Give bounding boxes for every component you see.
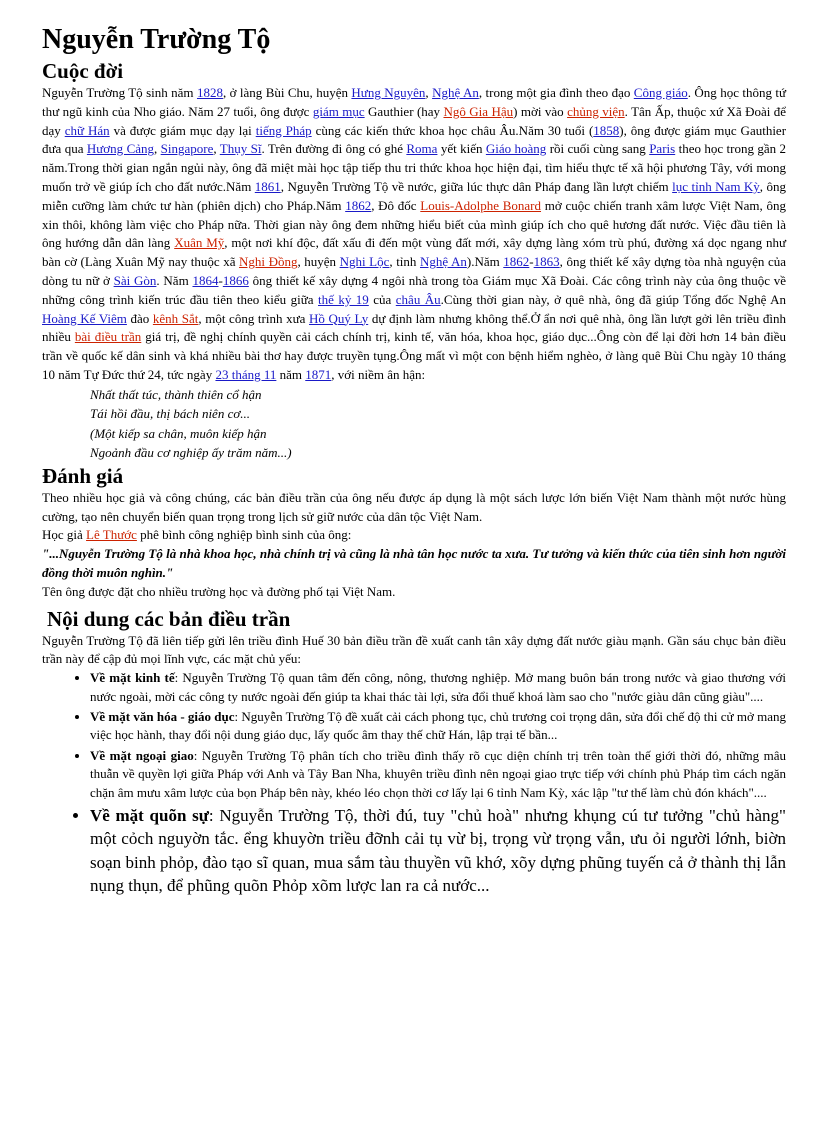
item-text: : Nguyễn Trường Tộ, thời đú, tuy "chủ hoà" nhưng khụng cú tư tưởng "chủ hàng" một cỏch nguyờn tắc. ểng khuyờn triều đỡnh cải tụ vừ bị, trọng vừ trọng vẫn, ưu ỏi người lớnh, biờn soạn binh phỏp, đào tạo sĩ quan, mua sắm tàu thuyền vũ khớ, xõy dựng phũng tuyến cả ở thành thị lẫn nụng thụn, để phũng quõn Phỏp xõm lược lan ra cả nước... bbox=[90, 805, 786, 896]
content-intro: Nguyễn Trường Tộ đã liên tiếp gửi lên triều đình Huế 30 bản điều trần đề xuất canh tân xây dựng đất nước giàu mạnh. Gần sáu chục bản điều trần này để cập đủ mọi lĩnh vực, các mặt chủ yếu: bbox=[42, 632, 786, 667]
link-year-1828[interactable]: 1828 bbox=[196, 85, 223, 100]
poem-line: Nhất thất túc, thành thiên cổ hận bbox=[90, 386, 262, 402]
text: . Tân Ấp, thuộc xứ Xã Đoài để dạy bbox=[42, 103, 787, 138]
item-label: Về mặt kinh tế bbox=[90, 670, 175, 686]
text: , ông miễn cưỡng làm chức tư hàn (phiên dịch) cho Pháp.Năm bbox=[42, 178, 787, 213]
page-title: Nguyễn Trường Tộ bbox=[42, 24, 271, 55]
link-chung-vien[interactable]: chủng viện bbox=[567, 103, 625, 119]
assessment-quote: "...Nguyễn Trường Tộ là nhà khoa học, nhà chính trị và cũng là nhà tân học nước ta xưa. Tư tưởng và kiến thức của tiên sinh hơn người đồng thời muôn nghìn." bbox=[42, 546, 786, 580]
text: , ông thiết kế xây dựng tòa nhà nguyện của dòng tu nữ ở bbox=[42, 254, 787, 288]
poem-line: (Một kiếp sa chân, muôn kiếp hận bbox=[90, 425, 267, 441]
document-page bbox=[42, 22, 786, 900]
link-singapore[interactable]: Singapore bbox=[160, 141, 214, 157]
text: mở cuộc chiến tranh xâm lược Việt Nam, ông xin thôi, không làm việc cho Pháp nữa. Thời gian này ông đem những hiểu biết của mình giúp ích cho quê hương đất nước. Việc đầu tiên là ông hướng dẫn dân làng bbox=[42, 197, 787, 251]
text: , bbox=[154, 141, 158, 157]
link-year-1866[interactable]: 1866 bbox=[222, 272, 249, 288]
link-paris[interactable]: Paris bbox=[649, 141, 676, 157]
link-year-1861[interactable]: 1861 bbox=[254, 178, 281, 194]
item-label: Về mặt quõn sự bbox=[90, 805, 209, 825]
link-thuy-si[interactable]: Thụy Sĩ bbox=[219, 141, 262, 157]
text: ông thiết kế xây dựng 4 ngôi nhà trong tòa Giám mục Xã Đoài. Các công trình này của ông thuộc về những công trình kiến trúc đầu tiên theo kiểu giữa bbox=[42, 272, 787, 307]
text: của bbox=[373, 291, 392, 307]
item-text: : Nguyễn Trường Tộ phân tích cho triều đình thấy rõ cục diện chính trị trên toàn thế giới thời đó, những mâu thuẫn về quyền lợi giữa Pháp với Anh và Tây Ban Nha, khuyên triều đình nên ngoại giao trực tiếp với chính phủ Pháp tìm cách ngăn chặn âm mưu xâm lược của bọn Pháp bên này, khéo léo chọn thời cơ lấy lại 6 tỉnh Nam Kỳ, xác lập "tư thế làm chủ đón khách".... bbox=[90, 747, 787, 800]
text: , bbox=[213, 141, 217, 157]
item-label: Về mặt ngoại giao bbox=[90, 747, 194, 763]
poem-line: Ngoảnh đầu cơ nghiệp ấy trăm năm...) bbox=[90, 445, 292, 461]
text: , trong một gia đình theo đạo bbox=[478, 85, 631, 100]
assessment-scholar-line bbox=[42, 526, 786, 545]
life-paragraph bbox=[42, 84, 786, 385]
poem-line: Tái hồi đầu, thị bách niên cơ... bbox=[90, 406, 251, 422]
item-label: Về mặt văn hóa - giáo dục bbox=[90, 708, 235, 724]
text: giá trị, đề nghị chính quyền cải cách chính trị, kinh tế, văn hóa, khoa học, giáo dục...Ông còn để lại đời hơn 14 bản điều trần về quốc kế dân sinh và khá nhiều bài thơ hay được truyền tụng.Ông mất vì một con bệnh hiểm nghèo, ở làng quê Bùi Chu ngày 10 tháng 10 năm Tự Đức thứ 24, tức ngày bbox=[42, 329, 786, 382]
text: . Năm bbox=[156, 272, 189, 288]
text: , một công trình xưa bbox=[198, 310, 306, 326]
text: .Cùng thời gian này, ở quê nhà, ông đã giúp Tổng đốc Nghệ An bbox=[440, 291, 787, 307]
link-the-ky-19[interactable]: thế kỷ 19 bbox=[318, 291, 369, 307]
assessment-naming: Tên ông được đặt cho nhiều trường học và đường phố tại Việt Nam. bbox=[42, 583, 396, 599]
section-heading-assessment: Đánh giá bbox=[42, 463, 124, 488]
text: đào bbox=[130, 310, 150, 326]
text: , một nơi khí độc, đất xấu đi đến một vùng đất mới, xây dựng làng xóm trù phú, đường xá dọc ngang như bàn cờ (Làng Xuân Mỹ nay thuộc xã bbox=[42, 235, 787, 270]
list-item-diplomacy bbox=[90, 747, 786, 802]
text: theo học trong gần 2 năm.Trong thời gian ngắn ngủi này, ông đã miệt mài học tập tiếp thu tri thức khoa học hiện đại, tìm hiểu thực tế xã hội phương Tây, với mong muốn trở về giúp ích cho đất nước.Năm bbox=[42, 141, 787, 194]
link-bai-dieu-tran[interactable]: bài điều trần bbox=[74, 329, 142, 345]
text: , Đô đốc bbox=[371, 197, 417, 213]
link-sai-gon[interactable]: Sài Gòn bbox=[113, 272, 157, 288]
text: Nguyễn Trường Tộ sinh năm bbox=[42, 85, 194, 100]
link-cong-giao[interactable]: Công giáo bbox=[633, 85, 688, 100]
link-23-thang-11[interactable]: 23 tháng 11 bbox=[215, 366, 277, 382]
link-chu-han[interactable]: chữ Hán bbox=[64, 122, 110, 138]
text: , bbox=[425, 85, 429, 100]
link-year-1858[interactable]: 1858 bbox=[593, 122, 620, 138]
text: ).Năm bbox=[466, 254, 500, 270]
text: - bbox=[218, 272, 223, 288]
text: rồi cuối cùng sang bbox=[549, 141, 646, 157]
item-text: : Nguyễn Trường Tộ đề xuất cải cách phong tục, chủ trương coi trọng dân, sửa đổi chế độ thi cử mở mang việc học hành, thay đổi nội dung giáo dục, lấy quốc âm thay thế chữ Hán, lập trại tế bần... bbox=[90, 708, 786, 743]
assessment-paragraph: Theo nhiều học giả và công chúng, các bản điều trần của ông nếu được áp dụng là một sách lược lớn biến Việt Nam thành một nước hùng cường, tạo nên chuyển biến quan trọng trong lịch sử giữ nước của dân tộc Việt Nam. bbox=[42, 489, 786, 524]
link-hoang-ke-viem[interactable]: Hoàng Kế Viêm bbox=[42, 310, 127, 326]
link-nghe-an-2[interactable]: Nghệ An bbox=[419, 254, 467, 270]
text: ), ông được giám mục Gauthier đưa qua bbox=[42, 122, 787, 157]
link-hung-nguyen[interactable]: Hưng Nguyên bbox=[351, 85, 426, 100]
section-heading-content: Nội dung các bản điều trần bbox=[47, 606, 291, 631]
content-list bbox=[42, 669, 786, 898]
link-roma[interactable]: Roma bbox=[406, 141, 438, 157]
text: , với niềm ân hận: bbox=[331, 366, 426, 382]
text: , tỉnh bbox=[389, 254, 417, 270]
text: yết kiến bbox=[440, 141, 483, 157]
text: ) mời vào bbox=[513, 103, 564, 119]
link-year-1864[interactable]: 1864 bbox=[192, 272, 219, 288]
list-item-military bbox=[90, 804, 786, 898]
text: , huyện bbox=[297, 254, 337, 270]
link-giam-muc[interactable]: giám mục bbox=[312, 103, 365, 119]
link-tieng-phap[interactable]: tiếng Pháp bbox=[255, 122, 312, 138]
list-item-economy bbox=[90, 669, 786, 706]
link-nghi-loc[interactable]: Nghi Lộc bbox=[339, 254, 390, 270]
text: cùng các kiến thức khoa học châu Âu.Năm 30 tuổi ( bbox=[315, 122, 594, 138]
text: . Trên đường đi ông có ghé bbox=[261, 141, 403, 157]
link-year-1871[interactable]: 1871 bbox=[305, 366, 332, 382]
link-ngo-gia-hau[interactable]: Ngô Gia Hậu bbox=[443, 103, 514, 119]
text: năm bbox=[279, 366, 302, 382]
text: và được giám mục dạy lại bbox=[113, 122, 252, 138]
text: , Nguyễn Trường Tộ về nước, giữa lúc thực dân Pháp đang lần lượt chiếm bbox=[280, 178, 669, 194]
section-heading-life: Cuộc đời bbox=[42, 59, 124, 83]
link-year-1862[interactable]: 1862 bbox=[345, 197, 372, 213]
link-huong-cang[interactable]: Hương Cảng bbox=[86, 141, 155, 157]
link-nghe-an[interactable]: Nghệ An bbox=[432, 85, 479, 100]
link-giao-hoang[interactable]: Giáo hoàng bbox=[485, 141, 547, 157]
poem bbox=[90, 385, 786, 463]
text: dự định làm nhưng không thể.Ở ẩn nơi quê nhà, ông lần lượt gởi lên triều đình nhiều bbox=[42, 310, 787, 345]
link-bonard[interactable]: Louis-Adolphe Bonard bbox=[420, 197, 542, 213]
link-luc-tinh-nam-ky[interactable]: lục tỉnh Nam Kỳ bbox=[672, 178, 760, 194]
link-le-thuoc[interactable]: Lê Thước bbox=[86, 527, 137, 543]
text: . Ông học thông tứ thư ngũ kinh của Nho giáo. Năm 27 tuổi, ông được bbox=[42, 85, 787, 119]
link-kenh-sat[interactable]: kênh Sắt bbox=[152, 310, 199, 326]
link-xuan-my[interactable]: Xuân Mỹ bbox=[174, 235, 225, 251]
link-year-1863[interactable]: 1863 bbox=[533, 254, 560, 270]
text: Gauthier (hay bbox=[368, 103, 441, 119]
text: phê bình công nghiệp bình sinh của ông: bbox=[140, 527, 352, 543]
link-nghi-dong[interactable]: Nghi Đồng bbox=[239, 254, 298, 270]
link-year-1862b[interactable]: 1862 bbox=[503, 254, 530, 270]
text: Học giả bbox=[42, 527, 83, 543]
text: , ở làng Bùi Chu, huyện bbox=[222, 85, 348, 100]
link-chau-au[interactable]: châu Âu bbox=[395, 291, 441, 307]
item-text: : Nguyễn Trường Tộ quan tâm đến công, nông, thương nghiệp. Mở mang buôn bán trong nước và giao thương với nước ngoài, mời các công ty nước ngoài đến giúp ta khai thác tài lợi, sửa đổi thuế khoá làm sao cho "nước giàu dân cũng giàu".... bbox=[90, 670, 786, 704]
list-item-culture bbox=[90, 708, 786, 745]
link-ho-quy-ly[interactable]: Hồ Quý Ly bbox=[309, 310, 369, 326]
text: - bbox=[529, 254, 534, 270]
